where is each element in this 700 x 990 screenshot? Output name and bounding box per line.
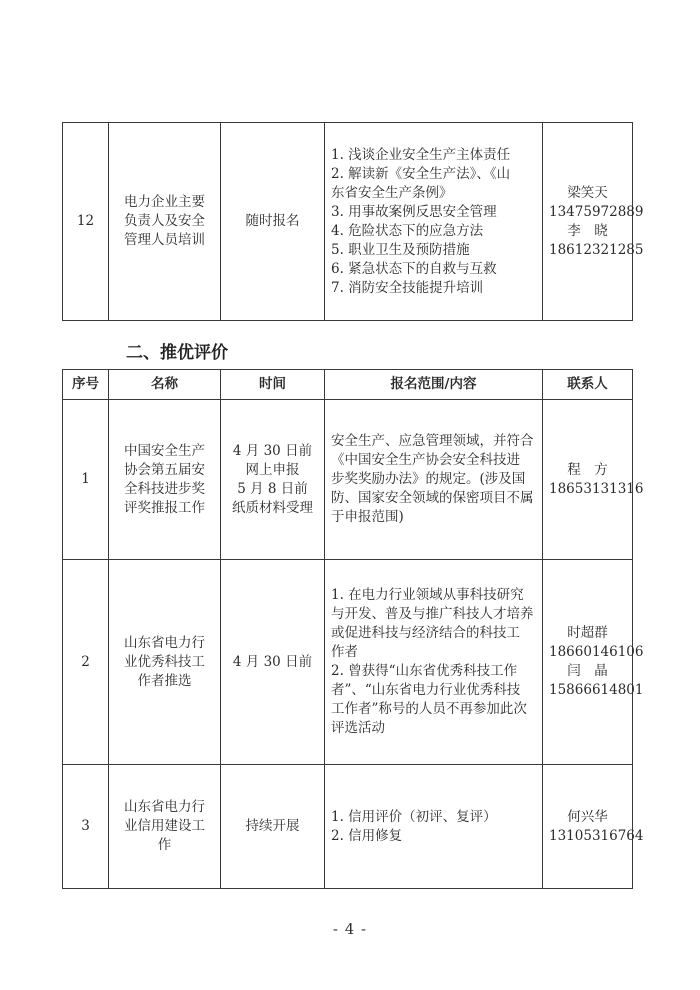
content-line: 者”、“山东省电力行业优秀科技 bbox=[331, 682, 521, 698]
contact-phone: 18612321285 bbox=[549, 241, 644, 258]
content-line: 于申报范围) bbox=[331, 509, 404, 525]
content-line: 5. 职业卫生及预防措施 bbox=[331, 241, 470, 258]
evaluation-table bbox=[62, 369, 644, 889]
content-line: 7. 消防安全技能提升培训 bbox=[331, 279, 484, 296]
time-line: 纸质材料受理 bbox=[232, 499, 313, 516]
contact-phone: 18660146106 bbox=[549, 644, 644, 660]
table-row bbox=[63, 400, 633, 560]
content-line: 4. 危险状态下的应急方法 bbox=[331, 222, 484, 239]
name-line: 评奖推报工作 bbox=[124, 499, 205, 516]
table-row bbox=[63, 765, 633, 889]
table-row bbox=[63, 560, 633, 765]
content-line: 2. 曾获得“山东省优秀科技工作 bbox=[331, 663, 518, 679]
content-line: 《中国安全生产协会安全科技进 bbox=[331, 452, 520, 468]
contact-cell bbox=[543, 560, 644, 765]
content-line: 评选活动 bbox=[331, 720, 385, 736]
table-header-row bbox=[63, 370, 633, 400]
content-line: 2. 信用修复 bbox=[331, 827, 403, 844]
contact-name: 程 方 bbox=[567, 461, 608, 478]
header-contact: 联系人 bbox=[543, 370, 633, 400]
contact-cell bbox=[543, 123, 644, 321]
training-name bbox=[109, 123, 221, 321]
row-number: 1 bbox=[63, 400, 109, 560]
item-name bbox=[109, 560, 221, 765]
content-line: 6. 紧急状态下的自救与互救 bbox=[331, 260, 497, 277]
row-number: 3 bbox=[63, 765, 109, 889]
header-no: 序号 bbox=[63, 370, 109, 400]
content-line: 1. 在电力行业领域从事科技研究 bbox=[331, 587, 524, 603]
content-line: 作者 bbox=[331, 644, 358, 660]
content-line: 1. 信用评价（初评、复评） bbox=[331, 808, 497, 825]
name-line: 协会第五届安 bbox=[124, 461, 205, 478]
registration-time: 随时报名 bbox=[221, 123, 325, 321]
item-name bbox=[109, 400, 221, 560]
name-line: 负责人及安全 bbox=[124, 213, 205, 229]
page-number: - 4 - bbox=[332, 920, 368, 938]
time-line: 持续开展 bbox=[245, 818, 300, 834]
name-line: 管理人员培训 bbox=[124, 232, 205, 248]
header-name: 名称 bbox=[109, 370, 221, 400]
contact-cell bbox=[543, 400, 644, 560]
content-line: 2. 解读新《安全生产法》、《山 bbox=[331, 165, 511, 182]
contact-name: 何兴华 bbox=[567, 808, 608, 825]
contact-name: 李 晓 bbox=[567, 222, 608, 239]
content-line: 防、国家安全领域的保密项目不属 bbox=[331, 490, 534, 506]
name-line: 作 bbox=[157, 837, 172, 853]
item-time bbox=[221, 765, 325, 889]
time-line: 网上申报 bbox=[245, 461, 300, 478]
contact-name: 时超群 bbox=[567, 625, 608, 641]
item-name bbox=[109, 765, 221, 889]
row-number: 12 bbox=[63, 123, 109, 321]
contact-phone: 13105316764 bbox=[549, 827, 644, 844]
content-line: 东省安全生产条例》 bbox=[331, 184, 453, 201]
contact-name: 闫 晶 bbox=[567, 663, 608, 679]
header-time: 时间 bbox=[221, 370, 325, 400]
time-line: 4 月 30 日前 bbox=[232, 442, 313, 459]
content-line: 工作者”称号的人员不再参加此次 bbox=[331, 701, 527, 717]
item-time bbox=[221, 560, 325, 765]
content-line: 1. 浅谈企业安全生产主体责任 bbox=[331, 146, 511, 163]
item-time bbox=[221, 400, 325, 560]
name-line: 山东省电力行 bbox=[124, 634, 205, 651]
name-line: 电力企业主要 bbox=[124, 194, 205, 210]
contact-phone: 13475972889 bbox=[549, 203, 644, 220]
item-content bbox=[325, 400, 543, 560]
content-line: 或促进科技与经济结合的科技工 bbox=[331, 625, 520, 641]
content-line: 步奖奖励办法》的规定。(涉及国 bbox=[331, 471, 526, 487]
contact-cell bbox=[543, 765, 644, 889]
item-content bbox=[325, 765, 543, 889]
row-number: 2 bbox=[63, 560, 109, 765]
time-line: 4 月 30 日前 bbox=[232, 653, 313, 670]
training-table bbox=[62, 122, 644, 321]
name-line: 业信用建设工 bbox=[124, 818, 205, 834]
section-title: 二、推优评价 bbox=[126, 343, 228, 363]
table-row bbox=[63, 123, 633, 321]
training-content bbox=[325, 123, 543, 321]
item-content bbox=[325, 560, 543, 765]
name-line: 山东省电力行 bbox=[124, 799, 205, 815]
contact-name: 梁笑天 bbox=[567, 184, 608, 201]
contact-phone: 18653131316 bbox=[549, 480, 644, 497]
header-content: 报名范围/内容 bbox=[325, 370, 543, 400]
content-line: 3. 用事故案例反思安全管理 bbox=[331, 203, 497, 220]
name-line: 业优秀科技工 bbox=[124, 653, 205, 670]
name-line: 全科技进步奖 bbox=[124, 480, 205, 497]
contact-phone: 15866614801 bbox=[549, 682, 644, 698]
time-line: 5 月 8 日前 bbox=[237, 480, 308, 497]
name-line: 作者推选 bbox=[137, 672, 192, 689]
content-line: 安全生产、应急管理领域，并符合 bbox=[331, 433, 534, 449]
content-line: 与开发、普及与推广科技人才培养 bbox=[331, 606, 534, 622]
name-line: 中国安全生产 bbox=[124, 442, 205, 459]
